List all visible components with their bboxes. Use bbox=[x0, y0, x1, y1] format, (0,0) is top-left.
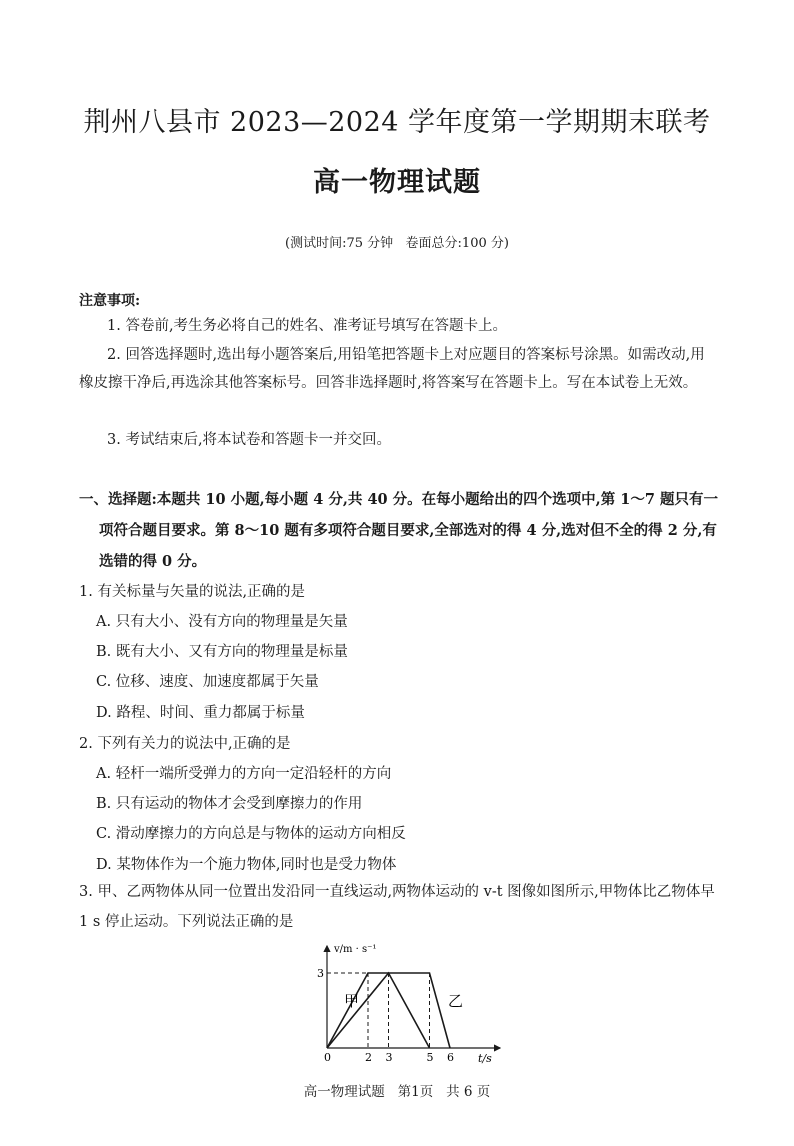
exam-subtitle: 高一物理试题 bbox=[313, 167, 481, 198]
note-item-2: 2. 回答选择题时,选出每小题答案后,用铅笔把答题卡上对应题目的答案标号涂黑。如需改动,用橡皮擦干净后,再选涂其他答案标号。回答非选择题时,将答案写在答题卡上。写在本试卷上无效。 bbox=[79, 347, 705, 391]
question-2-option-d: D. 某物体作为一个施力物体,同时也是受力物体 bbox=[96, 857, 397, 873]
question-3-stem: 3. 甲、乙两物体从同一位置出发沿同一直线运动,两物体运动的 v-t 图像如图所示,甲物体比乙物体早 1 s 停止运动。下列说法正确的是 bbox=[79, 884, 715, 930]
x-tick-label: 2 bbox=[365, 1051, 372, 1064]
note-item-1: 1. 答卷前,考生务必将自己的姓名、准考证号填写在答题卡上。 bbox=[107, 318, 508, 334]
question-2-option-c: C. 滑动摩擦力的方向总是与物体的运动方向相反 bbox=[96, 826, 406, 842]
vt-graph bbox=[300, 938, 510, 1066]
y-axis-label: v/m · s⁻¹ bbox=[334, 944, 377, 955]
tick-labels bbox=[317, 967, 454, 1064]
question-2-stem: 2. 下列有关力的说法中,正确的是 bbox=[79, 736, 291, 752]
exam-info: (测试时间:75 分钟 卷面总分:100 分) bbox=[285, 236, 509, 251]
series-line-jia bbox=[327, 973, 430, 1048]
series-label-jia: 甲 bbox=[344, 992, 360, 1010]
exam-title: 荆州八县市 2023—2024 学年度第一学期期末联考 bbox=[83, 107, 711, 138]
page-footer: 高一物理试题 第1页 共 6 页 bbox=[303, 1084, 491, 1100]
question-1-option-d: D. 路程、时间、重力都属于标量 bbox=[96, 705, 305, 721]
x-tick-label: 5 bbox=[426, 1051, 434, 1064]
question-1-option-a: A. 只有大小、没有方向的物理量是矢量 bbox=[96, 614, 348, 630]
y-tick-label: 3 bbox=[317, 967, 324, 980]
series-label-yi: 乙 bbox=[448, 992, 464, 1010]
question-2-option-b: B. 只有运动的物体才会受到摩擦力的作用 bbox=[96, 796, 363, 812]
x-tick-label: 0 bbox=[324, 1051, 331, 1064]
notes-label: 注意事项: bbox=[79, 293, 141, 309]
section-heading: 一、选择题:本题共 10 小题,每小题 4 分,共 40 分。在每小题给出的四个选项中,第 1～7 题只有一项符合题目要求。第 8～10 题有多项符合题目要求,全部选对的得 4 分,选对但不全的得 2 分,有选错的得 0 分。 bbox=[79, 491, 719, 570]
x-axis-label: t/s bbox=[478, 1052, 492, 1065]
question-1-option-b: B. 既有大小、又有方向的物理量是标量 bbox=[96, 644, 348, 660]
question-1-stem: 1. 有关标量与矢量的说法,正确的是 bbox=[79, 584, 306, 600]
note-item-3: 3. 考试结束后,将本试卷和答题卡一并交回。 bbox=[107, 432, 392, 448]
x-tick-label: 3 bbox=[385, 1051, 393, 1064]
x-tick-label: 6 bbox=[447, 1051, 454, 1064]
question-1-option-c: C. 位移、速度、加速度都属于矢量 bbox=[96, 674, 319, 690]
question-2-option-a: A. 轻杆一端所受弹力的方向一定沿轻杆的方向 bbox=[96, 766, 392, 782]
